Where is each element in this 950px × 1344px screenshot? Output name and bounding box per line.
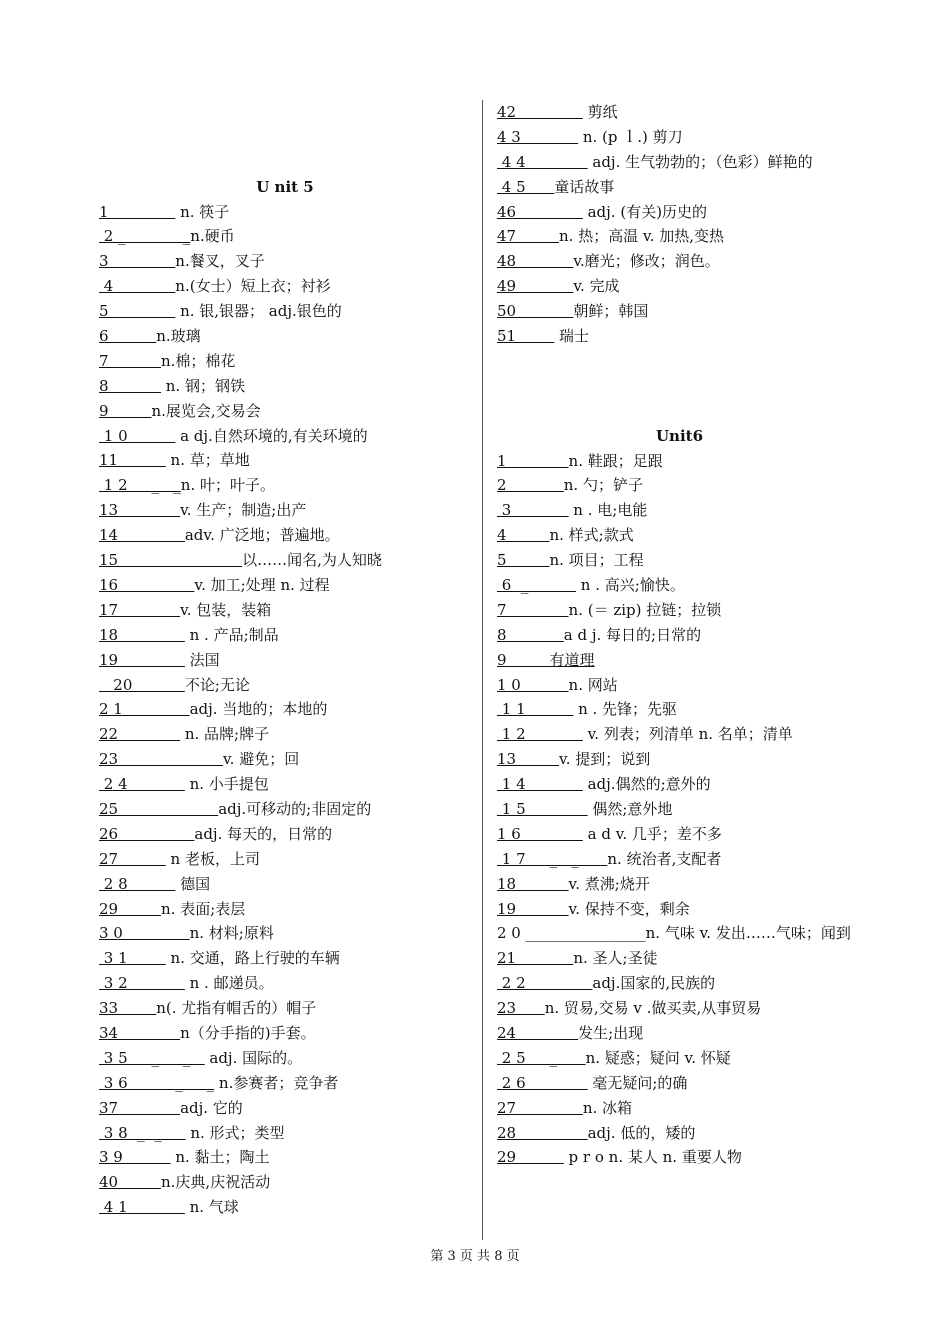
definition: v. 保持不变，剩余: [568, 899, 690, 918]
answer-blank: 18: [497, 874, 569, 893]
definition: n. 形式；类型: [185, 1123, 285, 1142]
definition: adj. 当地的；本地的: [189, 700, 328, 719]
answer-blank: 2 6: [497, 1073, 588, 1092]
definition: n.硬币: [190, 227, 235, 246]
vocab-entry: [497, 822, 862, 847]
definition: adj. 生气勃勃的；（色彩）鲜艳的: [587, 152, 813, 171]
vocab-entry: [497, 772, 862, 797]
unit-title: U nit 5: [256, 177, 314, 196]
definition: n. 交通，路上行驶的车辆: [165, 949, 340, 968]
vocab-entry: [497, 1046, 862, 1071]
definition: n. 冰箱: [582, 1098, 633, 1117]
vocab-entry: [497, 797, 862, 822]
definition: adj. 低的，矮的: [587, 1123, 696, 1142]
definition: 发生;出现: [578, 1024, 644, 1043]
vocab-entry: [99, 1021, 471, 1046]
vocab-entry: [99, 722, 471, 747]
vocab-entry: [497, 697, 862, 722]
answer-blank: 4 1: [99, 1198, 185, 1217]
vocab-entry: [99, 299, 471, 324]
vocab-entry: [497, 224, 862, 249]
answer-blank: 20: [99, 675, 185, 694]
definition: adj. 国际的。: [204, 1048, 303, 1067]
vocab-entry: [99, 374, 471, 399]
vocab-entry: [99, 1145, 471, 1170]
definition: a d v. 几乎；差不多: [582, 824, 722, 843]
definition: 法国: [184, 650, 220, 669]
vocab-entry: [497, 897, 862, 922]
vocab-entry: [99, 224, 471, 249]
answer-blank: 1 0: [497, 675, 569, 694]
vocab-entry: [99, 523, 471, 548]
spacer: [99, 100, 471, 175]
answer-blank: 4 4: [497, 152, 588, 171]
answer-blank: 3 6 _ _: [99, 1073, 215, 1092]
vocab-entry: [497, 673, 862, 698]
definition: n. 圣人;圣徒: [573, 949, 658, 968]
vocab-entry: [497, 523, 862, 548]
definition: n. 项目；工程: [549, 551, 644, 570]
definition: adj.国家的,民族的: [592, 974, 716, 993]
answer-blank: 2 1: [99, 700, 190, 719]
answer-blank: 23: [497, 999, 545, 1018]
definition: n . 高兴;愉快。: [576, 575, 685, 594]
definition: n . 产品;制品: [184, 625, 279, 644]
definition: n. 草；草地: [165, 451, 250, 470]
definition: 以……闻名,为人知晓: [242, 551, 382, 570]
definition: n.棉；棉花: [161, 351, 236, 370]
answer-blank: 3: [497, 501, 569, 520]
definition: a d j. 每日的;日常的: [563, 625, 702, 644]
answer-blank: 3 5 _ _: [99, 1048, 205, 1067]
definition: n. 表面;表层: [161, 899, 246, 918]
answer-blank: 46: [497, 202, 583, 221]
answer-blank: 19: [497, 899, 569, 918]
vocab-entry: [99, 548, 471, 573]
definition: v. 煮沸;烧开: [568, 874, 650, 893]
definition: n. 材料;原料: [189, 924, 274, 943]
answer-blank: 40: [99, 1173, 161, 1192]
definition: v. 生产；制造;出产: [180, 501, 307, 520]
vocab-entry: [497, 1096, 862, 1121]
vocab-entry: [99, 274, 471, 299]
definition: v. 加工;处理 n. 过程: [194, 575, 330, 594]
answer-blank: 49: [497, 277, 574, 296]
answer-blank: 22: [99, 725, 181, 744]
definition: n. 银,银器； adj.银色的: [175, 302, 342, 321]
answer-blank: 2: [497, 476, 564, 495]
definition: n. (＝ zip) 拉链；拉锁: [568, 600, 722, 619]
answer-blank: 1 2 _ _: [99, 476, 181, 495]
answer-blank: 1 6: [497, 824, 583, 843]
vocab-entry: [497, 872, 862, 897]
answer-blank: 15: [99, 551, 243, 570]
vocab-entry: [99, 897, 471, 922]
answer-blank: 3 8 _ _: [99, 1123, 186, 1142]
vocab-entry: [99, 971, 471, 996]
definition: 剪纸: [582, 103, 618, 121]
answer-blank: 26: [99, 824, 195, 843]
vocab-entry: [99, 1121, 471, 1146]
vocab-entry: [497, 299, 862, 324]
vocab-entry: [99, 399, 471, 424]
answer-blank: 2 8: [99, 874, 176, 893]
vocab-entry: [99, 921, 471, 946]
answer-blank: 27: [99, 849, 166, 868]
definition: 不论;无论: [184, 675, 250, 694]
definition: n 老板，上司: [165, 849, 260, 868]
answer-blank: 18: [99, 625, 185, 644]
vocab-entry: [99, 623, 471, 648]
answer-blank: 5: [99, 302, 176, 321]
definition: v. 避免；回: [222, 750, 300, 769]
vocab-entry: [99, 1195, 471, 1220]
answer-blank: 8: [99, 376, 161, 395]
vocab-entry: [497, 747, 862, 772]
definition: n. 热；高温 v. 加热,变热: [559, 227, 724, 246]
answer-blank: 50: [497, 302, 574, 321]
vocab-entry: [99, 598, 471, 623]
vocab-entry: [99, 697, 471, 722]
vocab-entry: [99, 448, 471, 473]
vocab-entry: [99, 648, 471, 673]
vocab-entry: [497, 946, 862, 971]
answer-blank: 4 3: [497, 127, 579, 146]
answer-blank: 13: [99, 501, 181, 520]
answer-blank: 1: [99, 202, 176, 221]
spacer: [497, 349, 862, 424]
vocab-entry: [99, 747, 471, 772]
vocab-entry: [497, 175, 862, 200]
definition: n（分手指的)手套。: [180, 1023, 316, 1042]
vocab-entry: [99, 822, 471, 847]
definition: 德国: [175, 874, 211, 893]
vocab-entry: [99, 1170, 471, 1195]
definition: p r o n. 某人 n. 重要人物: [563, 1148, 742, 1167]
vocab-entry: [497, 125, 862, 150]
definition: n. 样式;款式: [549, 526, 634, 545]
answer-blank: 14: [99, 526, 185, 545]
vocab-entry: [497, 498, 862, 523]
vocab-entry: [497, 150, 862, 175]
definition: n . 电;电能: [568, 501, 648, 520]
answer-blank: 6: [99, 327, 157, 346]
definition: n. 黏土；陶土: [170, 1148, 270, 1167]
definition: n.玻璃: [156, 327, 201, 346]
vocab-entry: [99, 349, 471, 374]
definition: n. 贸易,交易 v .做买卖,从事贸易: [544, 999, 762, 1018]
answer-blank: 3 0: [99, 924, 190, 943]
definition: n. 叶；叶子。: [180, 476, 275, 495]
definition: n.参赛者；竞争者: [214, 1073, 339, 1092]
answer-blank: 1: [497, 451, 569, 470]
definition: n . 邮递员。: [184, 974, 274, 993]
definition: 童话故事: [554, 177, 615, 196]
definition: adj.偶然的;意外的: [582, 775, 711, 794]
definition: n.展览会,交易会: [151, 401, 261, 420]
answer-blank: 23: [99, 750, 223, 769]
answer-blank: 4 5: [497, 177, 555, 196]
vocab-entry: [497, 1121, 862, 1146]
vocab-entry: [99, 573, 471, 598]
definition: n. 筷子: [175, 202, 230, 221]
vocab-entry: [99, 772, 471, 797]
definition: n. 统治者,支配者: [607, 849, 722, 868]
definition: v. 完成: [573, 277, 620, 296]
definition: adv. 广泛地；普遍地。: [184, 526, 340, 545]
vocab-entry: [99, 200, 471, 225]
definition: 2 0 ________________n. 气味 v. 发出……气味；闻到: [497, 924, 851, 943]
vocab-entry: [497, 548, 862, 573]
definition: adj.可移动的;非固定的: [218, 799, 372, 818]
answer-blank: 16: [99, 575, 195, 594]
answer-blank: 48: [497, 252, 574, 271]
definition: n. 网站: [568, 675, 618, 694]
vocab-entry: [497, 598, 862, 623]
definition: v. 包装，装箱: [180, 600, 272, 619]
definition: n.餐叉，叉子: [175, 252, 265, 271]
answer-blank: 4: [497, 526, 550, 545]
answer-blank: 19: [99, 650, 185, 669]
column-divider: [482, 100, 483, 1240]
answer-blank: 9 有道理: [497, 650, 595, 669]
answer-blank: 1 5: [497, 799, 588, 818]
answer-blank: 6 _: [497, 575, 577, 594]
definition: n.(女士）短上衣；衬衫: [175, 277, 331, 296]
vocab-list-unit6: [497, 449, 862, 1171]
answer-blank: 17: [99, 600, 181, 619]
answer-blank: 3 1: [99, 949, 166, 968]
page-footer: 第 3 页 共 8 页: [430, 1249, 520, 1264]
definition: v. 提到；说到: [559, 750, 651, 769]
definition: n. 气球: [184, 1198, 239, 1217]
answer-blank: 2 5 _: [497, 1048, 586, 1067]
answer-blank: 42: [497, 103, 583, 121]
vocab-entry: [99, 847, 471, 872]
definition: 毫无疑问;的确: [587, 1073, 688, 1092]
vocab-entry: [99, 1096, 471, 1121]
vocab-entry: [99, 946, 471, 971]
definition: n. 疑惑；疑问 v. 怀疑: [585, 1048, 731, 1067]
answer-blank: 27: [497, 1098, 583, 1117]
definition: a dj.自然环境的,有关环境的: [175, 426, 368, 445]
definition: n. 勺；铲子: [563, 476, 643, 495]
unit-title: Unit6: [655, 426, 704, 445]
answer-blank: 24: [497, 1024, 579, 1043]
answer-blank: 8: [497, 625, 564, 644]
definition: adj. (有关)历史的: [582, 202, 708, 221]
vocab-entry: [99, 249, 471, 274]
left-column: [99, 100, 471, 1220]
vocab-entry: [497, 274, 862, 299]
answer-blank: 29: [497, 1148, 564, 1167]
answer-blank: 34: [99, 1023, 181, 1042]
vocab-entry: [497, 473, 862, 498]
answer-blank: 47: [497, 227, 559, 246]
definition: adj. 它的: [180, 1098, 243, 1117]
answer-blank: 13: [497, 750, 559, 769]
definition: n. 钢；钢铁: [161, 376, 245, 395]
definition: n. (p ｌ.) 剪刀: [578, 127, 683, 146]
answer-blank: 2 2: [497, 974, 593, 993]
answer-blank: 7: [99, 351, 161, 370]
definition: n.庆典,庆祝活动: [161, 1173, 271, 1192]
vocab-list-unit5: [99, 200, 471, 1221]
answer-blank: 3 9: [99, 1148, 171, 1167]
answer-blank: 1 0: [99, 426, 176, 445]
vocab-entry: [497, 971, 862, 996]
answer-blank: 7: [497, 600, 569, 619]
answer-blank: 1 4: [497, 775, 583, 794]
vocab-entry: [497, 623, 862, 648]
answer-blank: 3 2: [99, 974, 185, 993]
answer-blank: 2 _ _: [99, 227, 191, 246]
vocab-entry: [497, 100, 862, 125]
definition: n(. 尤指有帽舌的）帽子: [156, 999, 317, 1018]
answer-blank: 9: [99, 401, 152, 420]
definition: n. 小手提包: [184, 775, 269, 794]
answer-blank: 1 7 _ _: [497, 849, 608, 868]
vocab-entry: [497, 573, 862, 598]
answer-blank: 5: [497, 551, 550, 570]
vocab-entry: [497, 1145, 862, 1170]
vocab-entry: [497, 722, 862, 747]
definition: 朝鲜；韩国: [573, 302, 649, 321]
vocab-entry: [99, 324, 471, 349]
definition: v. 列表；列清单 n. 名单；清单: [582, 725, 793, 744]
answer-blank: 51: [497, 327, 555, 346]
answer-blank: 1 1: [497, 700, 574, 719]
answer-blank: 33: [99, 999, 157, 1018]
vocab-entry: [497, 1021, 862, 1046]
vocab-entry: [99, 498, 471, 523]
vocab-entry: [497, 1071, 862, 1096]
vocab-entry: [99, 424, 471, 449]
vocab-entry: [497, 324, 862, 349]
answer-blank: 11: [99, 451, 166, 470]
vocab-entry: [99, 1046, 471, 1071]
answer-blank: 1 2: [497, 725, 583, 744]
answer-blank: 37: [99, 1098, 181, 1117]
answer-blank: 21: [497, 949, 574, 968]
answer-blank: 29: [99, 899, 161, 918]
right-column: [497, 100, 862, 1170]
vocab-entry: [99, 996, 471, 1021]
vocab-entry: [497, 921, 862, 946]
vocab-list-unit5-continued: [497, 100, 862, 349]
answer-blank: 25: [99, 799, 219, 818]
definition: n. 品牌;牌子: [180, 725, 270, 744]
definition: v.磨光；修改；润色。: [573, 252, 720, 271]
vocab-entry: [99, 797, 471, 822]
definition: n. 鞋跟；足跟: [568, 451, 663, 470]
definition: n . 先锋；先驱: [573, 700, 678, 719]
vocab-entry: [99, 473, 471, 498]
answer-blank: 3: [99, 252, 176, 271]
vocab-entry: [99, 872, 471, 897]
answer-blank: 28: [497, 1123, 588, 1142]
answer-blank: 2 4: [99, 775, 185, 794]
vocab-entry: [497, 200, 862, 225]
definition: adj. 每天的，日常的: [194, 824, 333, 843]
vocab-entry: [497, 449, 862, 474]
vocab-entry: [497, 847, 862, 872]
vocab-entry: [497, 996, 862, 1021]
answer-blank: 4: [99, 277, 176, 296]
vocab-entry: [497, 249, 862, 274]
vocab-entry: [497, 648, 862, 673]
vocab-entry: [99, 1071, 471, 1096]
definition: 偶然;意外地: [587, 799, 673, 818]
vocab-entry: [99, 673, 471, 698]
definition: 瑞士: [554, 327, 590, 346]
